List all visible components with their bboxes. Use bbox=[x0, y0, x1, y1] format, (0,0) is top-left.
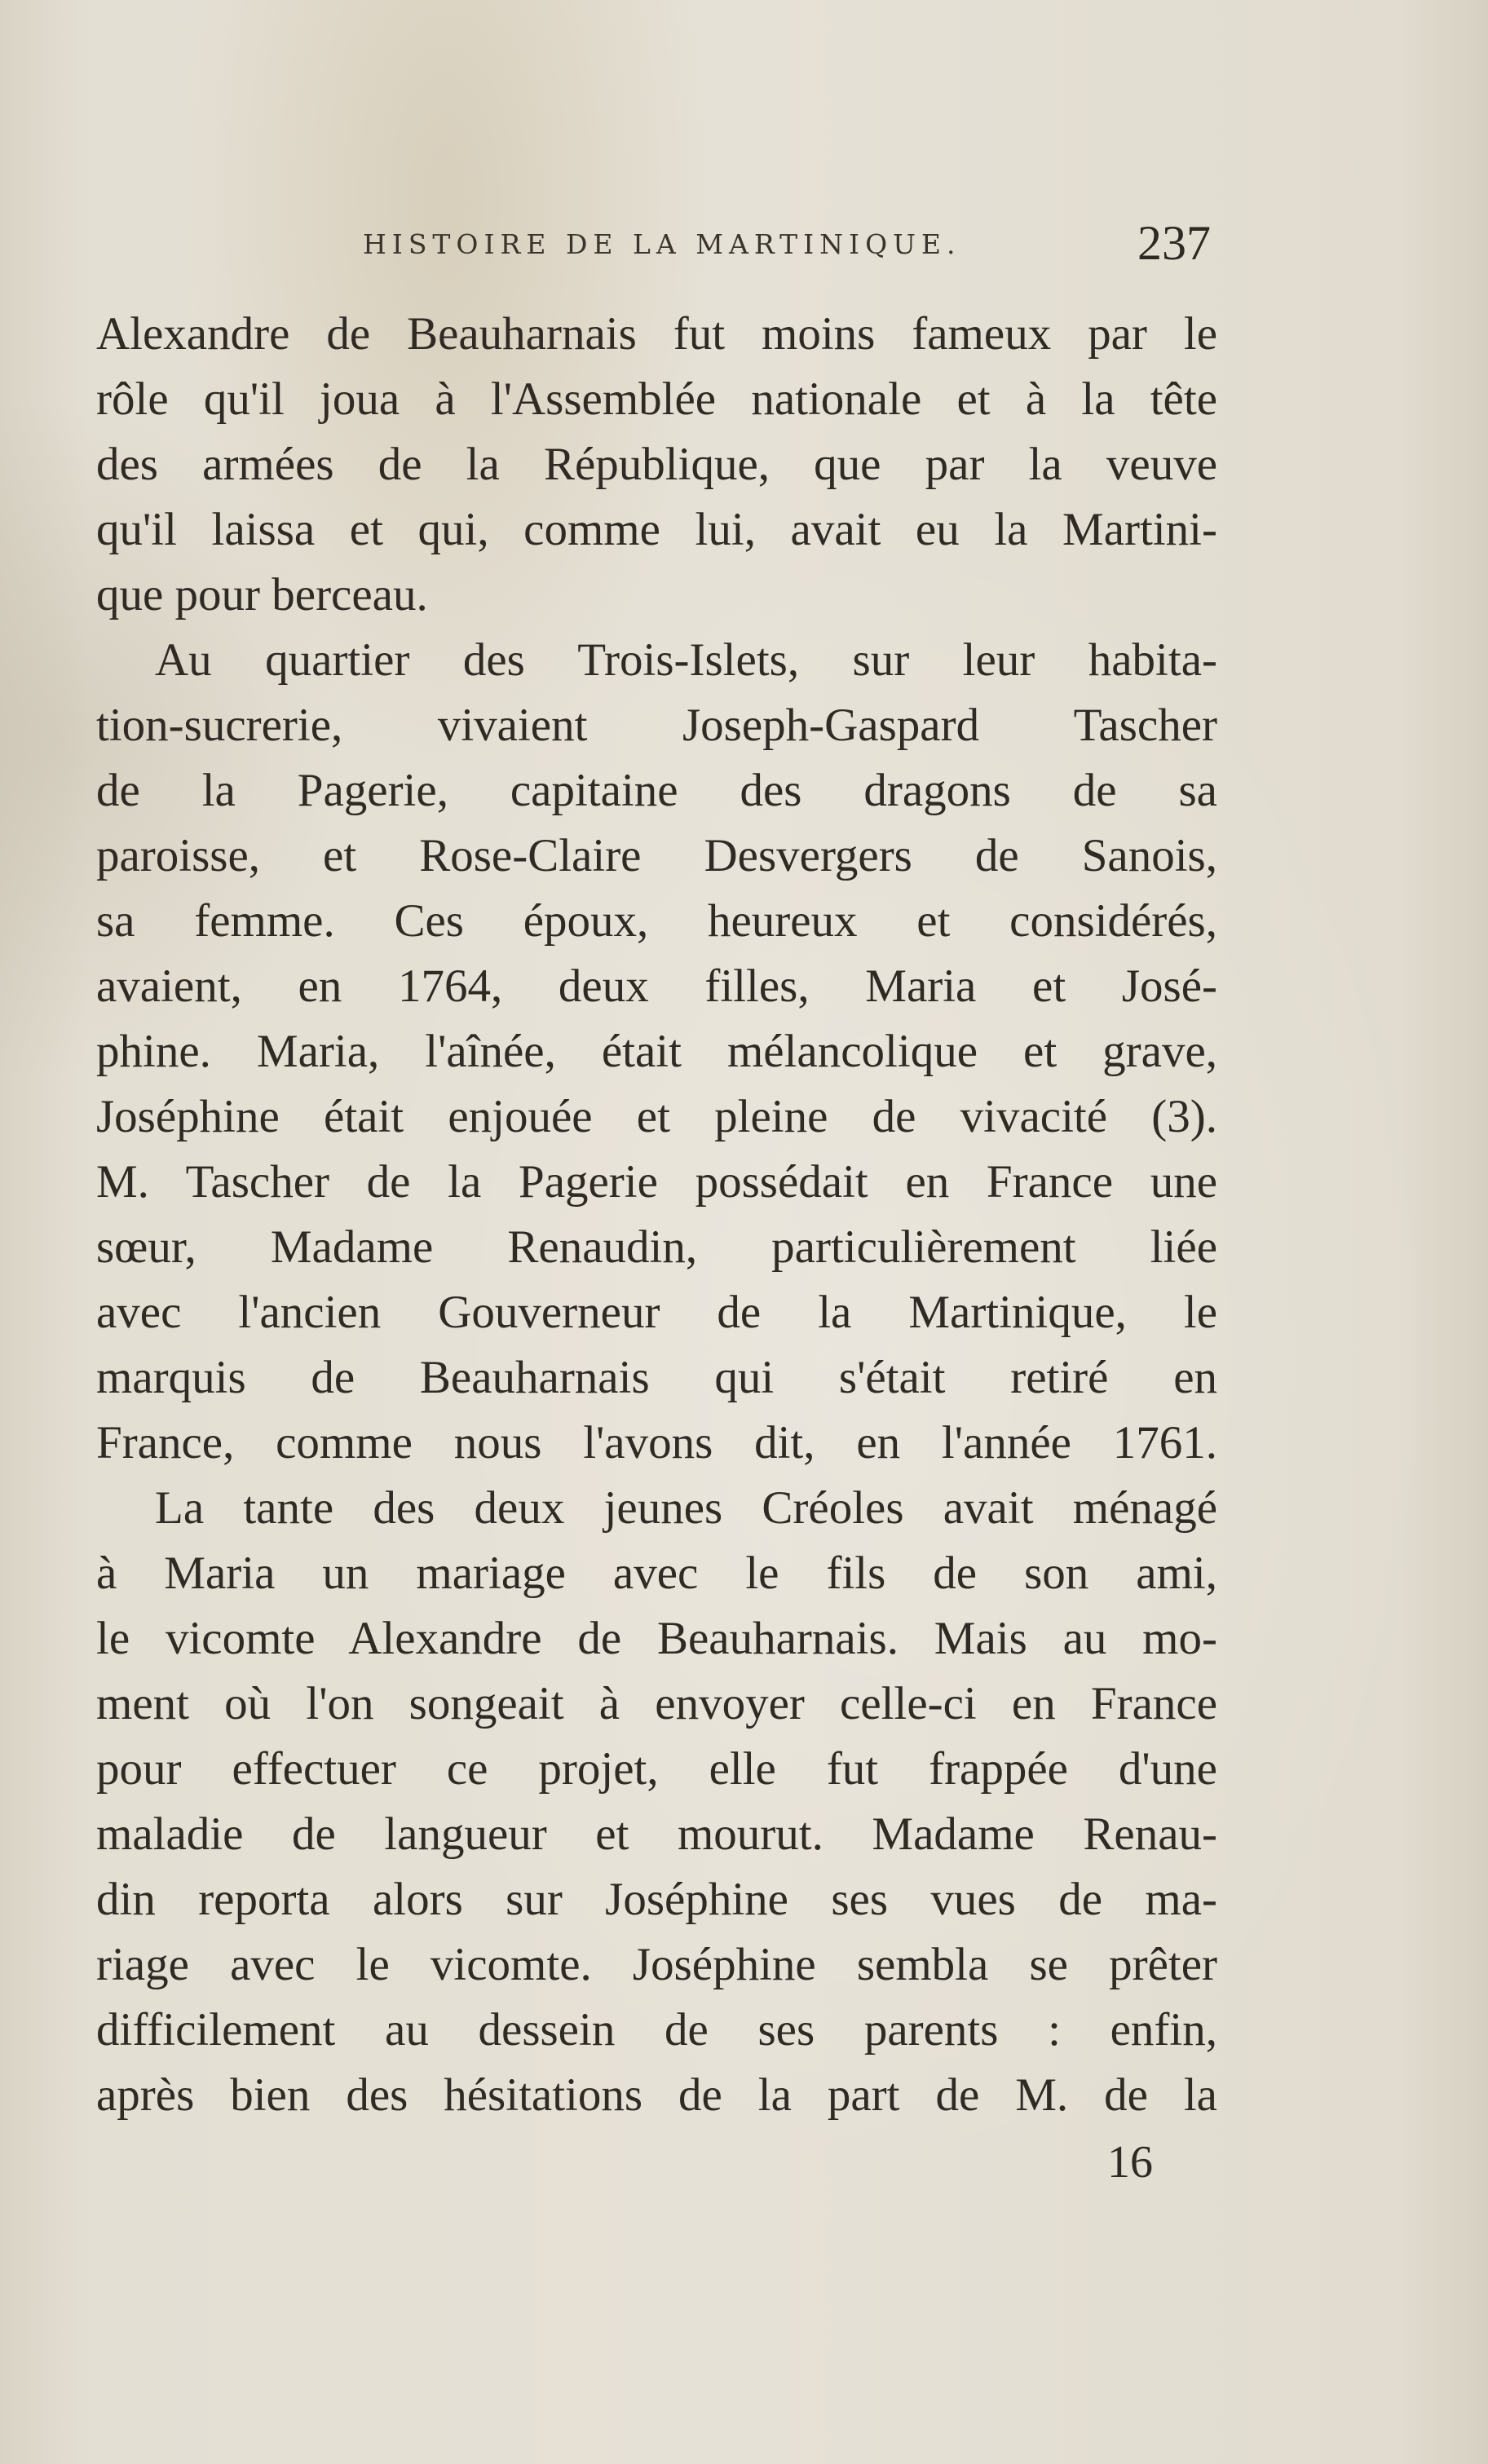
text-line: sa femme. Ces époux, heureux et considérés, bbox=[96, 895, 1217, 947]
text-line: paroisse, et Rose-Claire Desvergers de Sanois, bbox=[96, 830, 1217, 881]
text-line: France, comme nous l'avons dit, en l'année 1761. bbox=[96, 1417, 1217, 1468]
text-line: rôle qu'il joua à l'Assemblée nationale et à la tête bbox=[96, 373, 1217, 425]
text-line: maladie de langueur et mourut. Madame Renau- bbox=[96, 1808, 1217, 1860]
text-line: que pour berceau. bbox=[96, 569, 428, 620]
text-line: à Maria un mariage avec le fils de son ami, bbox=[96, 1548, 1217, 1599]
running-title: HISTOIRE DE LA MARTINIQUE. bbox=[363, 228, 961, 260]
text-line: Joséphine était enjouée et pleine de vivacité (3). bbox=[96, 1091, 1217, 1142]
text-line: difficilement au dessein de ses parents : enfin, bbox=[96, 2004, 1217, 2056]
text-line: M. Tascher de la Pagerie possédait en France une bbox=[96, 1156, 1217, 1208]
text-line: avaient, en 1764, deux filles, Maria et José- bbox=[96, 960, 1217, 1012]
body-text bbox=[96, 302, 1217, 2128]
text-line: phine. Maria, l'aînée, était mélancolique et grave, bbox=[96, 1026, 1217, 1077]
text-line: Alexandre de Beauharnais fut moins fameux par le bbox=[96, 308, 1217, 360]
text-line: Au quartier des Trois-Islets, sur leur habita- bbox=[155, 634, 1217, 686]
text-line: tion-sucrerie, vivaient Joseph-Gaspard Tascher bbox=[96, 700, 1217, 751]
text-line: qu'il laissa et qui, comme lui, avait eu la Martini- bbox=[96, 504, 1217, 555]
text-line: des armées de la République, que par la veuve bbox=[96, 439, 1217, 490]
page-number: 237 bbox=[1137, 216, 1211, 270]
text-line: riage avec le vicomte. Joséphine sembla se prêter bbox=[96, 1939, 1217, 1990]
text-line: de la Pagerie, capitaine des dragons de sa bbox=[96, 765, 1217, 816]
text-line: sœur, Madame Renaudin, particulièrement liée bbox=[96, 1221, 1217, 1273]
signature-mark: 16 bbox=[1107, 2137, 1153, 2188]
text-line: ment où l'on songeait à envoyer celle-ci en France bbox=[96, 1678, 1217, 1729]
text-line: le vicomte Alexandre de Beauharnais. Mais au mo- bbox=[96, 1613, 1217, 1664]
text-line: après bien des hésitations de la part de M. de la bbox=[96, 2069, 1217, 2121]
text-line: pour effectuer ce projet, elle fut frappée d'une bbox=[96, 1743, 1217, 1795]
page-header bbox=[363, 214, 1211, 279]
text-line: avec l'ancien Gouverneur de la Martinique, le bbox=[96, 1287, 1217, 1338]
text-line: La tante des deux jeunes Créoles avait ménagé bbox=[155, 1482, 1217, 1534]
text-line: din reporta alors sur Joséphine ses vues de ma- bbox=[96, 1874, 1217, 1925]
text-line: marquis de Beauharnais qui s'était retiré en bbox=[96, 1352, 1217, 1403]
